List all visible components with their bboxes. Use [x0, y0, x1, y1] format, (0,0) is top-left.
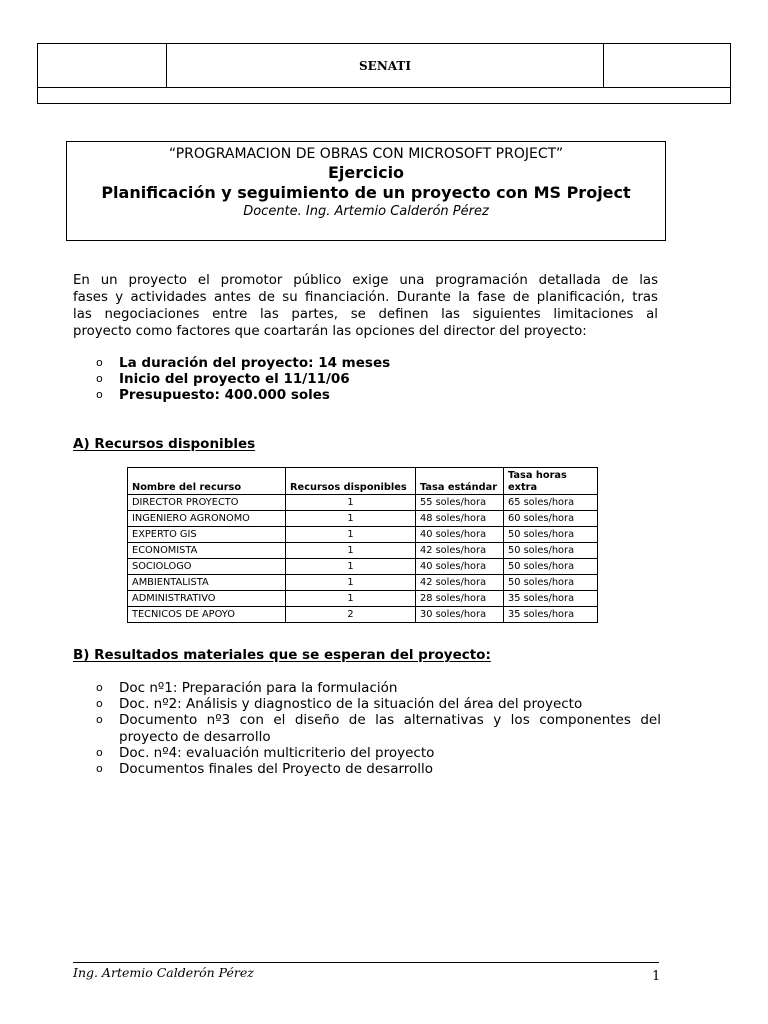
title-box	[66, 141, 666, 241]
bullet-icon: o	[96, 356, 103, 369]
footer-divider	[73, 962, 659, 963]
list-item: o Documentos finales del Proyecto de desarrollo	[96, 761, 434, 778]
bullet-icon: o	[96, 745, 103, 759]
intro-line: fases y actividades antes de su financiación. Durante la fase de planificación, tras	[73, 290, 658, 305]
table-cell: 1	[286, 511, 416, 527]
list-item: o La duración del proyecto: 14 meses	[96, 355, 391, 371]
resources-table	[127, 467, 598, 623]
list-item: o Doc. nº4: evaluación multicriterio del proyecto	[96, 744, 435, 761]
table-row	[128, 575, 598, 591]
table-cell: 55 soles/hora	[416, 495, 504, 511]
intro-line: En un proyecto el promotor público exige una programación detallada de las	[73, 273, 658, 288]
bullet-icon: o	[96, 372, 103, 386]
table-cell: AMBIENTALISTA	[128, 575, 286, 591]
table-cell: 50 soles/hora	[504, 575, 598, 591]
intro-paragraph	[73, 272, 658, 340]
table-cell: 28 soles/hora	[416, 591, 504, 607]
table-cell: 2	[286, 607, 416, 623]
section-b-heading: B) Resultados materiales que se esperan del proyecto:	[73, 647, 491, 663]
table-cell: 1	[286, 543, 416, 559]
table-cell: 60 soles/hora	[504, 511, 598, 527]
column-header: Tasa horas extra	[504, 468, 598, 495]
header-cell-left	[38, 44, 167, 87]
footer-author: Ing. Artemio Calderón Pérez	[73, 965, 254, 980]
table-cell: 48 soles/hora	[416, 511, 504, 527]
column-header: Tasa estándar	[416, 468, 504, 495]
table-cell: 1	[286, 575, 416, 591]
table-cell: 1	[286, 559, 416, 575]
table-cell: 40 soles/hora	[416, 559, 504, 575]
table-row	[128, 543, 598, 559]
course-title: “PROGRAMACION DE OBRAS CON MICROSOFT PROJECT”	[168, 146, 564, 162]
bullet-icon: o	[96, 681, 103, 694]
table-row	[128, 607, 598, 623]
table-row	[128, 495, 598, 511]
table-cell: 1	[286, 527, 416, 543]
deliverables-list	[96, 680, 661, 777]
limits-list	[96, 355, 661, 404]
table-cell: TECNICOS DE APOYO	[128, 607, 286, 623]
page-number: 1	[652, 969, 661, 984]
exercise-title: Planificación y seguimiento de un proyecto con MS Project	[101, 183, 631, 202]
table-cell: 50 soles/hora	[504, 543, 598, 559]
list-item: o Inicio del proyecto el 11/11/06	[96, 371, 350, 388]
table-row	[128, 511, 598, 527]
table-cell: 30 soles/hora	[416, 607, 504, 623]
table-cell: 1	[286, 495, 416, 511]
table-cell: INGENIERO AGRONOMO	[128, 511, 286, 527]
bullet-icon: o	[96, 697, 103, 711]
table-cell: 35 soles/hora	[504, 591, 598, 607]
table-cell: 65 soles/hora	[504, 495, 598, 511]
table-cell: 40 soles/hora	[416, 527, 504, 543]
table-cell: 42 soles/hora	[416, 543, 504, 559]
table-row	[128, 591, 598, 607]
list-item: o Documento nº3 con el diseño de las alternativas y los componentes del proyecto de desarrollo	[96, 712, 661, 745]
list-item: o Doc. nº2: Análisis y diagnostico de la situación del área del proyecto	[96, 696, 583, 713]
bullet-icon: o	[96, 762, 103, 776]
column-header: Recursos disponibles	[286, 468, 416, 495]
header-title: SENATI	[167, 44, 604, 87]
exercise-label: Ejercicio	[327, 163, 405, 182]
table-cell: SOCIOLOGO	[128, 559, 286, 575]
bullet-icon: o	[96, 713, 103, 727]
intro-line: las negociaciones entre las partes, se definen las siguientes limitaciones al	[73, 307, 658, 322]
table-cell: EXPERTO GIS	[128, 527, 286, 543]
table-row	[128, 527, 598, 543]
table-cell: 35 soles/hora	[504, 607, 598, 623]
header-row	[38, 44, 730, 88]
table-cell: 50 soles/hora	[504, 527, 598, 543]
section-a-heading: A) Recursos disponibles	[73, 436, 256, 452]
header-table	[37, 43, 731, 104]
table-cell: ADMINISTRATIVO	[128, 591, 286, 607]
table-row	[128, 559, 598, 575]
column-header: Nombre del recurso	[128, 468, 286, 495]
table-cell: 50 soles/hora	[504, 559, 598, 575]
table-cell: ECONOMISTA	[128, 543, 286, 559]
table-cell: 1	[286, 591, 416, 607]
list-item: o Doc nº1: Preparación para la formulación	[96, 680, 398, 696]
table-cell: DIRECTOR PROYECTO	[128, 495, 286, 511]
table-cell: 42 soles/hora	[416, 575, 504, 591]
list-item: o Presupuesto: 400.000 soles	[96, 387, 330, 404]
bullet-icon: o	[96, 388, 103, 402]
table-header-row	[128, 468, 598, 495]
intro-line: proyecto como factores que coartarán las opciones del director del proyecto:	[73, 324, 587, 339]
teacher-line: Docente. Ing. Artemio Calderón Pérez	[243, 204, 489, 219]
